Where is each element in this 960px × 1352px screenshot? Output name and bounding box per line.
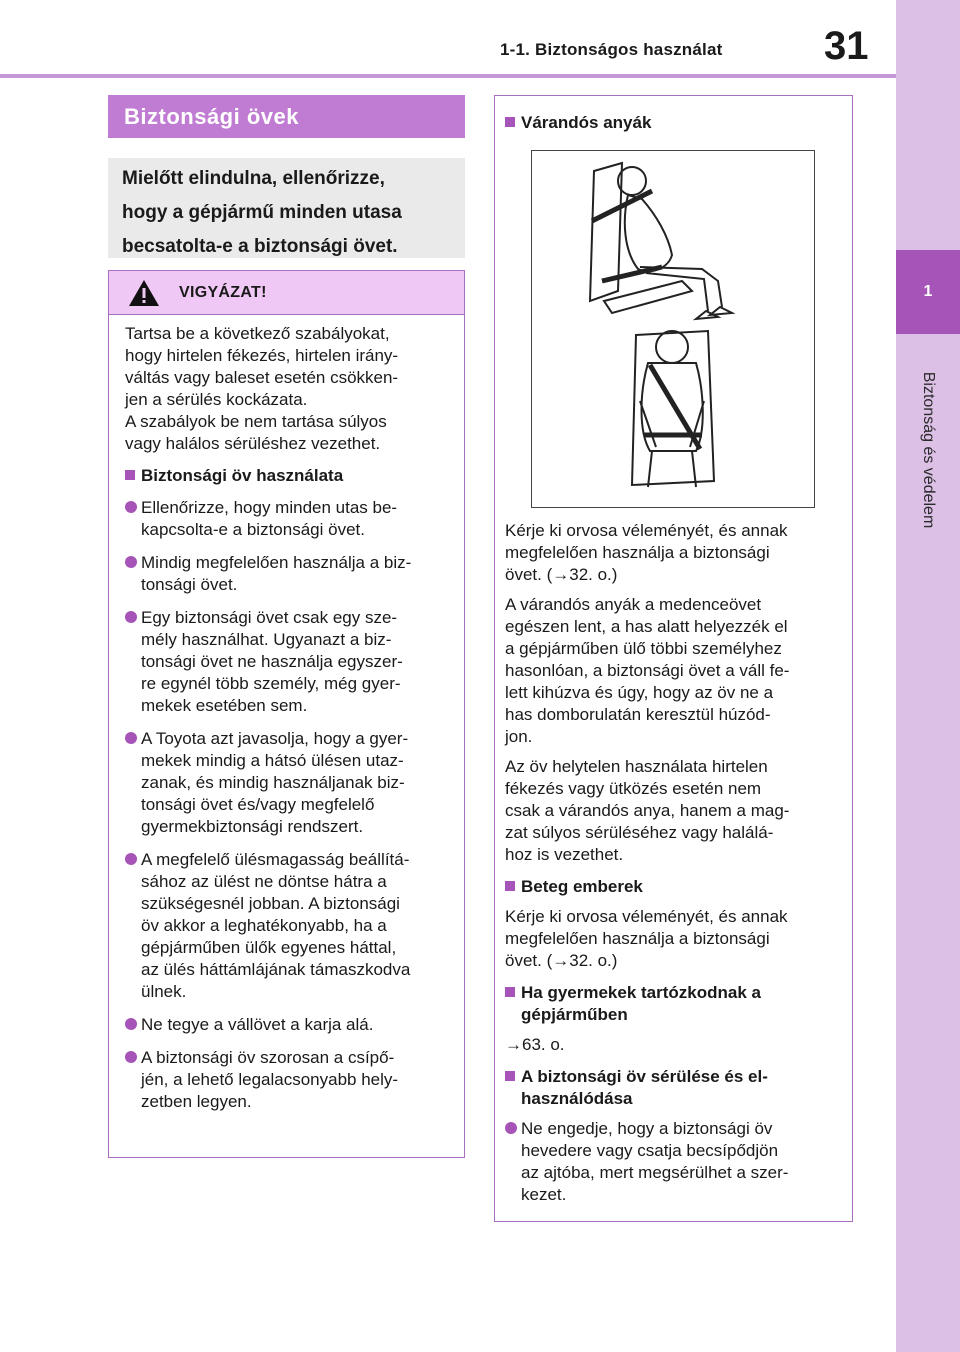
text-line: övet. (→32. o.) <box>505 951 618 970</box>
text-line: az ülés háttámlájának támaszkodva <box>141 960 411 979</box>
text-line: lett kihúzva és úgy, hogy az öv ne a <box>505 683 774 702</box>
text-line: jon. <box>505 727 533 746</box>
text-line: szükségesnél jobban. A biztonsági <box>141 894 400 913</box>
text-line: A várandós anyák a medenceövet <box>505 595 762 614</box>
intro-line: becsatolta-e a biztonsági övet. <box>122 236 398 257</box>
text-line: hasonlóan, a biztonsági övet a váll fe- <box>505 661 790 680</box>
text-line: a gépjárműben ülő többi személyhez <box>505 639 782 658</box>
text-line: vagy halálos sérüléshez vezethet. <box>125 434 381 453</box>
list-item <box>125 849 448 1003</box>
bullet-dot-icon <box>505 1122 517 1134</box>
list-item <box>125 552 448 596</box>
intro-line: Mielőtt elindulna, ellenőrizze, <box>122 168 385 189</box>
warning-header <box>109 271 464 315</box>
intro-line: hogy a gépjármű minden utasa <box>122 202 402 223</box>
text-line: egészen lent, a has alatt helyezzék el <box>505 617 788 636</box>
text-line: zetben legyen. <box>141 1092 252 1111</box>
subheading-text: Várandós anyák <box>521 113 652 132</box>
ill-paragraph <box>505 906 842 972</box>
text-line: zanak, és mindig használjanak biz- <box>141 773 405 792</box>
square-bullet-icon <box>505 881 515 891</box>
pregnant-paragraph <box>505 594 842 748</box>
text-line: megfelelően használja a biztonsági <box>505 929 770 948</box>
subheading-text: Beteg emberek <box>521 877 643 896</box>
text-line: tonsági övet és/vagy megfelelő <box>141 795 375 814</box>
children-reference[interactable]: →63. o. <box>505 1035 565 1054</box>
text-line: váltás vagy baleset esetén csökken- <box>125 368 399 387</box>
bullet-dot-icon <box>125 1018 137 1030</box>
text-line: mekek esetében sem. <box>141 696 308 715</box>
bullet-dot-icon <box>125 853 137 865</box>
text-line: tonsági övet. <box>141 575 238 594</box>
text-line: az ajtóba, mert megsérülhet a szer- <box>521 1163 789 1182</box>
text-line: Ha gyermekek tartózkodnak a <box>521 983 761 1002</box>
text-line: zat súlyos sérüléséhez vagy halálá- <box>505 823 774 842</box>
subheading-pregnant <box>505 112 842 134</box>
text-line: öv akkor a leghatékonyabb, ha a <box>141 916 387 935</box>
warning-intro <box>125 323 448 455</box>
text-line: övet. (→32. o.) <box>505 565 618 584</box>
text-line: fékezés vagy ütközés esetén nem <box>505 779 762 798</box>
bullet-dot-icon <box>125 501 137 513</box>
text-line: mély használhat. Ugyanazt a biz- <box>141 630 392 649</box>
chapter-tab-number[interactable]: 1 <box>896 250 960 334</box>
text-line: kezet. <box>521 1185 567 1204</box>
text-line: mekek mindig a hátsó ülésen utaz- <box>141 751 404 770</box>
pregnant-paragraph <box>505 756 842 866</box>
text-line: tonsági övet ne használja egyszer- <box>141 652 403 671</box>
square-bullet-icon <box>505 987 515 997</box>
text-line: gépjárműben ülők egyenes háttal, <box>141 938 397 957</box>
text-line: használódása <box>521 1089 633 1108</box>
text-line: Mindig megfelelően használja a biz- <box>141 553 412 572</box>
pregnant-paragraph <box>505 520 842 586</box>
chapter-side-tab <box>896 0 960 1352</box>
subheading-children <box>505 982 842 1026</box>
warning-body <box>109 315 464 1113</box>
list-item <box>125 1047 448 1113</box>
list-item <box>125 607 448 717</box>
text-line: has domborulatán keresztül húzód- <box>505 705 771 724</box>
subheading-damage <box>505 1066 842 1110</box>
section-title: Biztonsági övek <box>108 95 465 138</box>
text-line: csak a várandós anya, hanem a mag- <box>505 801 790 820</box>
warning-label: VIGYÁZAT! <box>179 283 267 301</box>
warning-box <box>108 270 465 1158</box>
text-line: Ne engedje, hogy a biztonsági öv <box>521 1119 773 1138</box>
text-line: A biztonsági öv szorosan a csípő- <box>141 1048 395 1067</box>
text-line: Ne tegye a vállövet a karja alá. <box>141 1015 374 1034</box>
text-line: re egynél több személy, még gyer- <box>141 674 401 693</box>
text-line: megfelelően használja a biztonsági <box>505 543 770 562</box>
text-line: hevedere vagy csatja becsípődjön <box>521 1141 779 1160</box>
text-line: Tartsa be a következő szabályokat, <box>125 324 390 343</box>
text-line: Kérje ki orvosa véleményét, és annak <box>505 521 788 540</box>
text-line: hoz is vezethet. <box>505 845 624 864</box>
list-item <box>125 497 448 541</box>
text-line: gyermekbiztonsági rendszert. <box>141 817 364 836</box>
text-line: jén, a lehető legalacsonyabb hely- <box>141 1070 399 1089</box>
chapter-tab-label: Biztonság és védelem <box>920 371 937 529</box>
warning-triangle-icon <box>127 278 167 308</box>
square-bullet-icon <box>505 117 515 127</box>
text-line: hogy hirtelen fékezés, hirtelen irány- <box>125 346 399 365</box>
page-number: 31 <box>824 24 869 68</box>
text-line: sához az ülést ne döntse hátra a <box>141 872 387 891</box>
square-bullet-icon <box>505 1071 515 1081</box>
warning-subheading <box>125 465 448 487</box>
text-line: A biztonsági öv sérülése és el- <box>521 1067 768 1086</box>
header-rule <box>0 74 896 78</box>
bullet-dot-icon <box>125 732 137 744</box>
text-line: kapcsolta-e a biztonsági övet. <box>141 520 365 539</box>
list-item <box>125 728 448 838</box>
bullet-dot-icon <box>125 556 137 568</box>
header-title: 1-1. Biztonságos használat <box>500 40 723 59</box>
subheading-text: Biztonsági öv használata <box>141 466 344 485</box>
text-line: A szabályok be nem tartása súlyos <box>125 412 387 431</box>
text-line: ülnek. <box>141 982 187 1001</box>
square-bullet-icon <box>125 470 135 480</box>
list-item <box>505 1118 842 1206</box>
right-column-box <box>494 95 853 1222</box>
text-line: A megfelelő ülésmagasság beállítá- <box>141 850 410 869</box>
text-line: Az öv helytelen használata hirtelen <box>505 757 768 776</box>
pregnant-woman-seatbelt-icon <box>531 150 815 508</box>
subheading-ill <box>505 876 842 898</box>
text-line: Kérje ki orvosa véleményét, és annak <box>505 907 788 926</box>
text-line: gépjárműben <box>521 1005 628 1024</box>
intro-box <box>108 158 465 258</box>
bullet-dot-icon <box>125 611 137 623</box>
text-line: Egy biztonsági övet csak egy sze- <box>141 608 398 627</box>
bullet-dot-icon <box>125 1051 137 1063</box>
list-item <box>125 1014 448 1036</box>
text-line: jen a sérülés kockázata. <box>125 390 308 409</box>
text-line: Ellenőrizze, hogy minden utas be- <box>141 498 398 517</box>
text-line: A Toyota azt javasolja, hogy a gyer- <box>141 729 409 748</box>
